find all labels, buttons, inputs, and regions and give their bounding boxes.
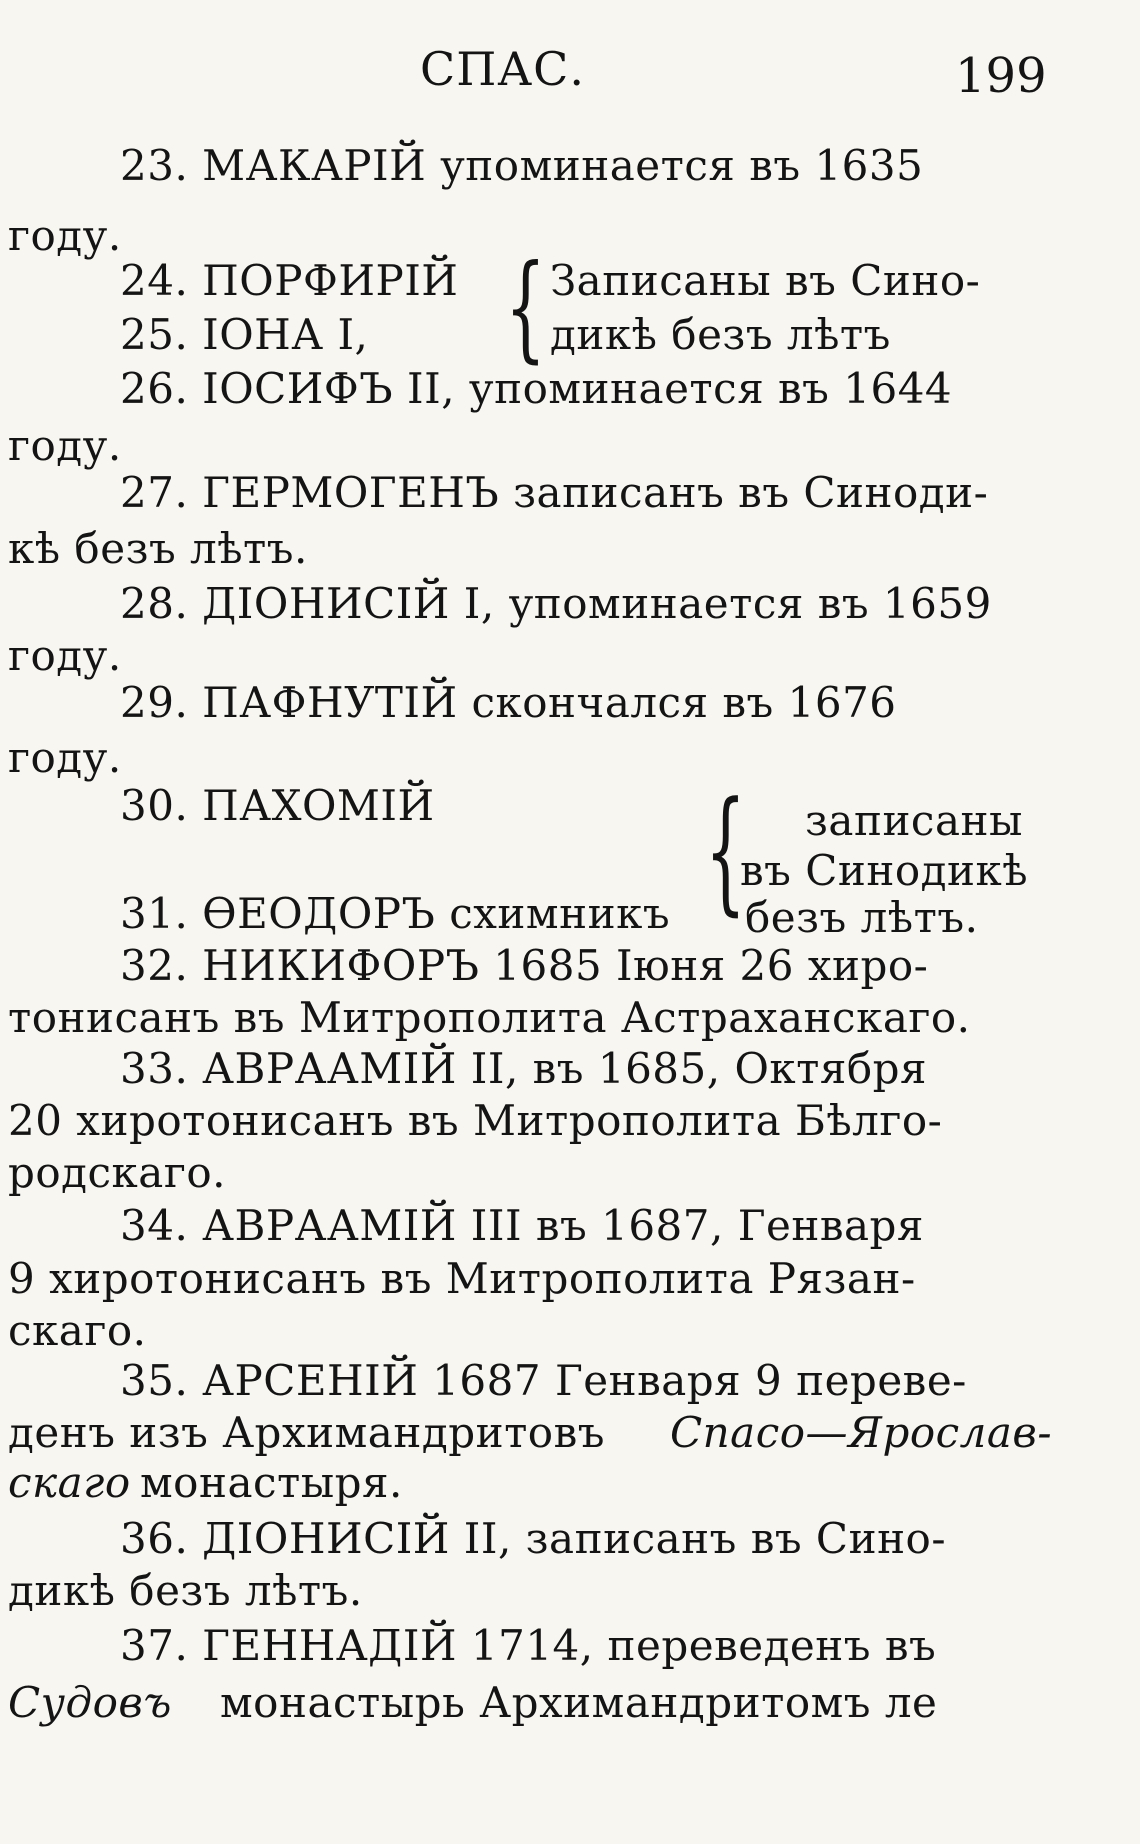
text-line: 28. ДІОНИСІЙ І, упоминается въ 1659 [120, 579, 992, 628]
text-line: денъ изъ Архимандритовъ [8, 1408, 605, 1457]
text-line: безъ лѣтъ. [745, 893, 979, 942]
text-line: дикѣ безъ лѣтъ. [8, 1566, 363, 1615]
text-line: 30. ПАХОМІЙ [120, 781, 435, 830]
text-line: 27. ГЕРМОГЕНЪ записанъ въ Синоди- [120, 468, 989, 517]
text-line: 36. ДІОНИСІЙ ІІ, записанъ въ Сино- [120, 1514, 947, 1563]
page-number: 199 [955, 48, 1047, 104]
text-line: 34. АВРААМІЙ ІІІ въ 1687, Генваря [120, 1201, 924, 1250]
text-line: году. [8, 421, 122, 470]
text-line: 33. АВРААМІЙ ІІ, въ 1685, Октября [120, 1044, 928, 1093]
running-header: СПАС. [420, 42, 585, 96]
text-line: году. [8, 733, 122, 782]
text-line: году. [8, 211, 122, 260]
text-line: Судовъ [8, 1678, 172, 1727]
text-line: кѣ безъ лѣтъ. [8, 524, 308, 573]
text-line: скаго. [8, 1306, 147, 1355]
text-line: Спасо—Ярослав- [670, 1408, 1053, 1457]
text-line: 25. ІОНА І, [120, 310, 369, 359]
text-line: Записаны въ Сино- [550, 256, 981, 305]
text-line: 20 хиротонисанъ въ Митрополита Бѣлго- [8, 1096, 943, 1145]
text-line: записаны [805, 796, 1023, 845]
text-line: 23. МАКАРІЙ упоминается въ 1635 [120, 141, 924, 190]
text-line: 24. ПОРФИРІЙ [120, 256, 459, 305]
text-line: году. [8, 631, 122, 680]
text-line: монастырь Архимандритомъ ле [220, 1678, 938, 1727]
text-line: 9 хиротонисанъ въ Митрополита Рязан- [8, 1254, 916, 1303]
text-line: 32. НИКИФОРЪ 1685 Іюня 26 хиро- [120, 941, 929, 990]
text-line: 26. ІОСИФЪ ІІ, упоминается въ 1644 [120, 364, 953, 413]
text-line: родскаго. [8, 1148, 226, 1197]
text-line: 31. ѲЕОДОРЪ схимникъ [120, 889, 671, 938]
text-line: 35. АРСЕНІЙ 1687 Генваря 9 переве- [120, 1356, 967, 1405]
text-line: 37. ГЕННАДІЙ 1714, переведенъ въ [120, 1621, 937, 1670]
text-line: въ Синодикѣ [740, 846, 1029, 895]
text-line: скаго [8, 1458, 131, 1507]
brace-24-25: { [505, 240, 546, 374]
brace-30-31: { [705, 773, 746, 929]
text-line: тонисанъ въ Митрополита Астраханскаго. [8, 993, 971, 1042]
text-line: дикѣ безъ лѣтъ [550, 310, 891, 359]
text-line: монастыря. [140, 1458, 403, 1507]
text-line: 29. ПАФНУТІЙ скончался въ 1676 [120, 678, 897, 727]
